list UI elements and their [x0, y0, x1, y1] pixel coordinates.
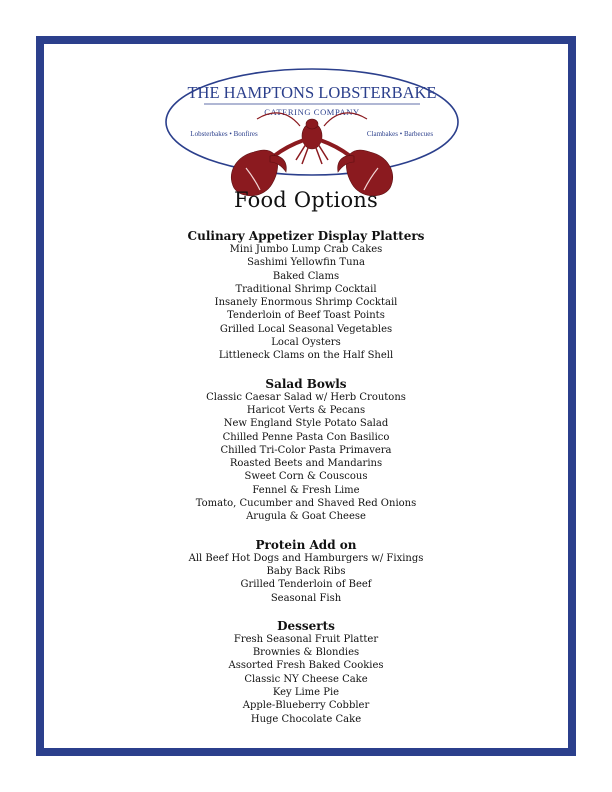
- menu-item: Assorted Fresh Baked Cookies: [228, 660, 384, 672]
- menu-item: Key Lime Pie: [272, 687, 340, 699]
- menu-item: New England Style Potato Salad: [223, 418, 389, 430]
- menu-item: Chilled Penne Pasta Con Basilico: [222, 431, 390, 443]
- menu-item: Huge Chocolate Cake: [250, 713, 362, 725]
- menu-item: Brownies & Blondies: [252, 647, 360, 659]
- page-border: [36, 36, 576, 756]
- logo-name: THE HAMPTONS LOBSTERBAKE: [187, 83, 437, 102]
- page-title: Food Options: [234, 188, 378, 212]
- menu-item: All Beef Hot Dogs and Hamburgers w/ Fixings: [188, 552, 424, 564]
- menu-content: [44, 188, 568, 740]
- menu-item: Littleneck Clams on the Half Shell: [218, 350, 394, 362]
- menu-item: Arugula & Goat Cheese: [246, 511, 366, 523]
- menu-item: Local Oysters: [271, 337, 341, 349]
- section-title: Salad Bowls: [265, 376, 347, 391]
- menu-item: Fennel & Fresh Lime: [252, 484, 360, 496]
- menu-item: Seasonal Fish: [270, 592, 342, 604]
- menu-item: Sweet Corn & Couscous: [244, 471, 368, 483]
- menu-item: Mini Jumbo Lump Crab Cakes: [229, 244, 383, 255]
- menu-item: Baked Clams: [272, 270, 340, 282]
- section-appetizers: [44, 229, 568, 363]
- menu-item: Tomato, Cucumber and Shaved Red Onions: [195, 498, 417, 510]
- menu-item: Grilled Tenderloin of Beef: [240, 579, 372, 591]
- company-logo: [162, 64, 462, 204]
- logo-right-tagline: Clambakes • Barbecues: [366, 130, 434, 138]
- menu-item: Roasted Beets and Mandarins: [229, 458, 383, 470]
- menu-item: Tenderloin of Beef Toast Points: [227, 310, 385, 322]
- menu-item: Haricot Verts & Pecans: [246, 404, 366, 416]
- logo-subtitle: CATERING COMPANY: [264, 107, 360, 117]
- menu-item: Grilled Local Seasonal Vegetables: [219, 323, 393, 335]
- menu-item: Fresh Seasonal Fruit Platter: [233, 633, 379, 645]
- logo-left-tagline: Lobsterbakes • Bonfires: [190, 130, 258, 138]
- menu-item: Insanely Enormous Shrimp Cocktail: [214, 297, 398, 309]
- menu-item: Chilled Tri-Color Pasta Primavera: [220, 444, 392, 456]
- section-title: Desserts: [277, 618, 335, 633]
- section-title: Protein Add on: [255, 537, 357, 552]
- menu-item: Sashimi Yellowfin Tuna: [247, 257, 365, 269]
- section-protein: [44, 538, 568, 605]
- section-salads: [44, 377, 568, 524]
- menu-item: Apple-Blueberry Cobbler: [242, 700, 370, 712]
- page-body: [44, 44, 568, 748]
- menu-item: Classic Caesar Salad w/ Herb Croutons: [206, 391, 406, 403]
- menu-item: Traditional Shrimp Cocktail: [235, 283, 377, 295]
- section-title: Culinary Appetizer Display Platters: [187, 229, 425, 243]
- menu-item: Classic NY Cheese Cake: [244, 673, 368, 685]
- section-desserts: [44, 619, 568, 726]
- menu-item: Baby Back Ribs: [266, 565, 346, 577]
